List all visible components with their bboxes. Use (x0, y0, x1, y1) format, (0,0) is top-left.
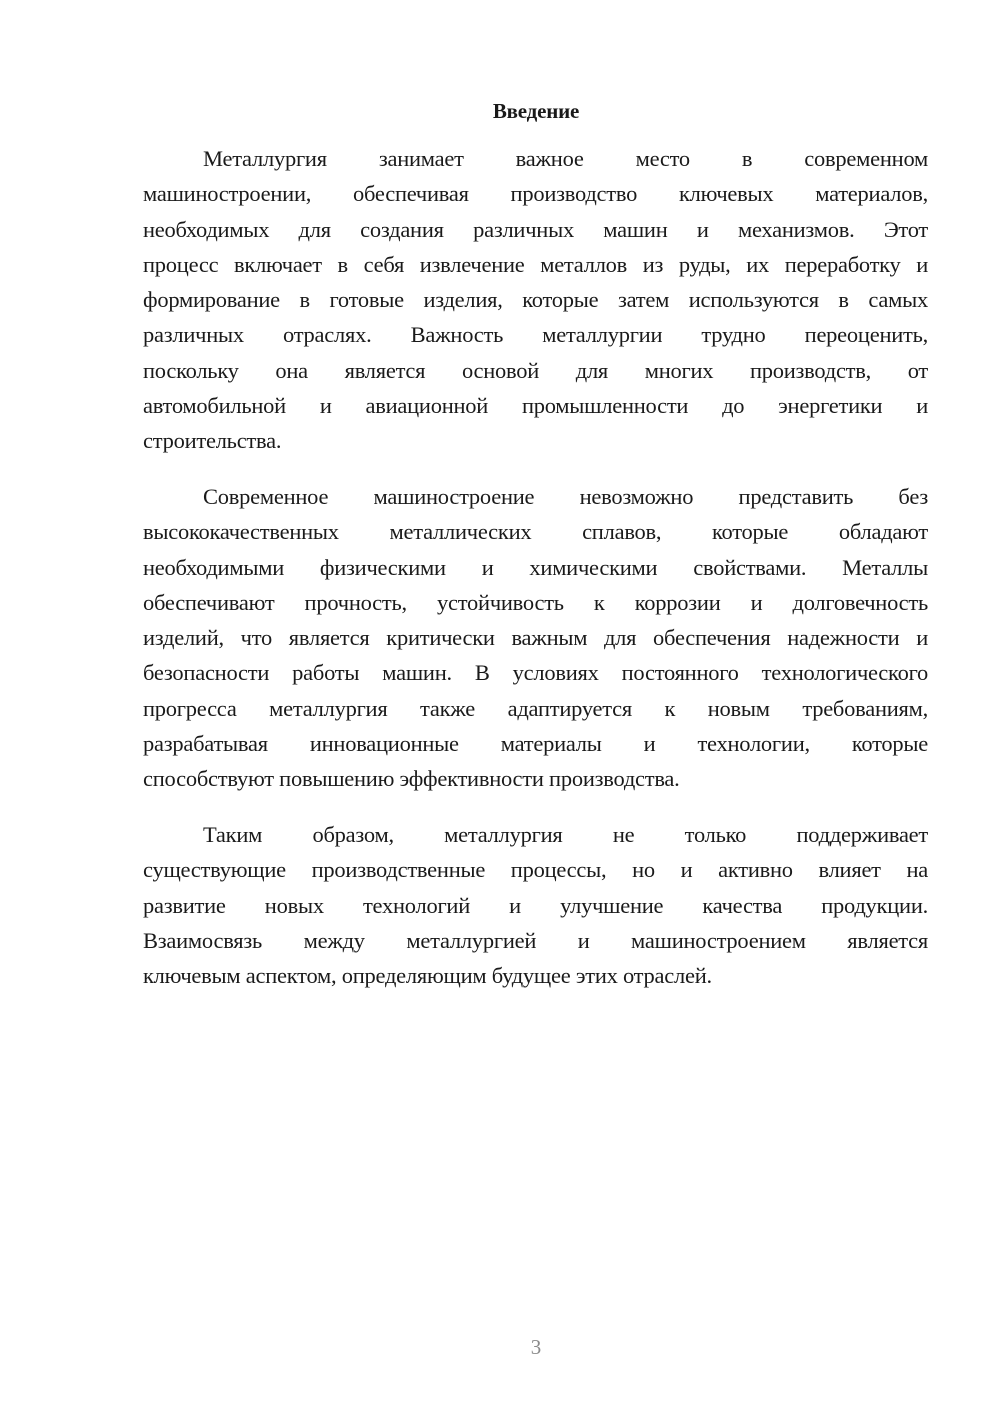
paragraph-line: разрабатывая инновационные материалы и технологии, которые (143, 731, 928, 757)
paragraph-line: высококачественных металлических сплавов, которые обладают (143, 519, 928, 545)
paragraph-line: строительства. (143, 428, 282, 454)
paragraph-2 (143, 479, 928, 797)
paragraph-line: машиностроении, обеспечивая производство ключевых материалов, (143, 181, 928, 207)
paragraph-line: формирование в готовые изделия, которые затем используются в самых (143, 287, 928, 313)
paragraph-line: прогресса металлургия также адаптируется к новым требованиям, (143, 695, 928, 721)
section-heading: Введение (492, 99, 580, 123)
paragraph-line: необходимых для создания различных машин и механизмов. Этот (143, 216, 928, 242)
paragraph-line: процесс включает в себя извлечение металлов из руды, их переработку и (143, 251, 928, 277)
paragraph-line: Таким образом, металлургия не только поддерживает (203, 822, 928, 847)
paragraph-1 (143, 141, 928, 459)
paragraph-line: изделий, что является критически важным для обеспечения надежности и (143, 625, 928, 651)
page-number: 3 (530, 1335, 542, 1359)
paragraph-line: необходимыми физическими и химическими свойствами. Металлы (143, 554, 928, 580)
paragraph-line: поскольку она является основой для многих производств, от (143, 357, 928, 383)
paragraph-line: ключевым аспектом, определяющим будущее этих отраслей. (143, 963, 712, 989)
paragraph-line: безопасности работы машин. В условиях постоянного технологического (143, 660, 928, 686)
paragraph-line: существующие производственные процессы, но и активно влияет на (143, 857, 928, 883)
paragraph-line: способствуют повышению эффективности производства. (143, 766, 680, 792)
paragraph-line: развитие новых технологий и улучшение качества продукции. (143, 892, 928, 918)
paragraph-line: Взаимосвязь между металлургией и машиностроением является (143, 927, 928, 953)
paragraph-line: различных отраслях. Важность металлургии трудно переоценить, (143, 322, 928, 348)
paragraph-3 (143, 817, 928, 993)
paragraph-line: автомобильной и авиационной промышленности до энергетики и (143, 393, 928, 419)
paragraph-line: Современное машиностроение невозможно представить без (203, 484, 928, 509)
paragraph-line: обеспечивают прочность, устойчивость к коррозии и долговечность (143, 589, 928, 615)
paragraph-line: Металлургия занимает важное место в современном (203, 146, 928, 171)
